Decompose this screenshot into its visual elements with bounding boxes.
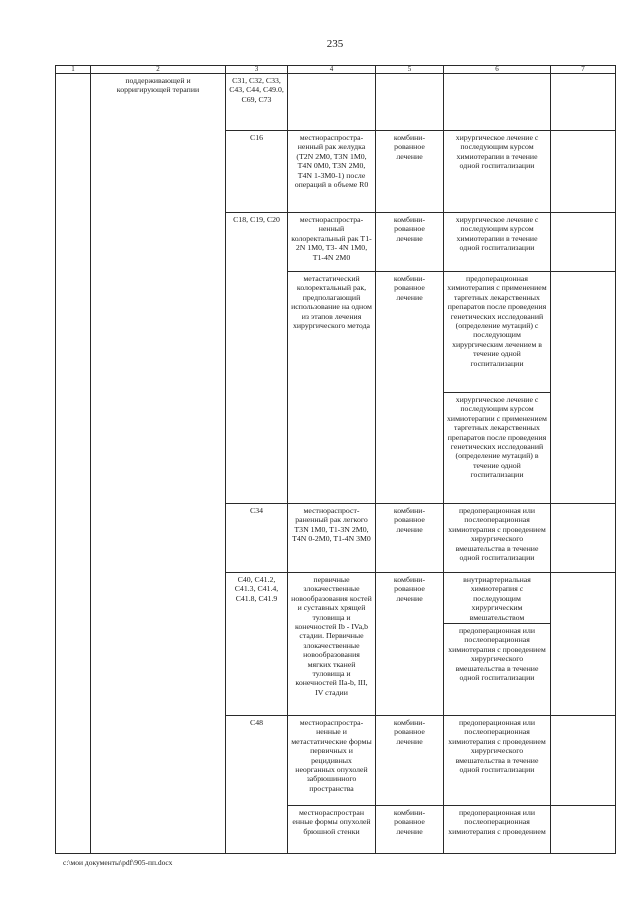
col7-cell (551, 131, 616, 213)
treatment-method-cell: хирургическое лечение с последующим курсом химиотерапии в течение одной госпитализации (444, 131, 551, 213)
treatment-method-cell: внутриартериальная химиотерапия с последующим хирургическим вмешательством (444, 573, 551, 624)
treatment-method-cell (444, 74, 551, 131)
group-number-cell (56, 74, 91, 854)
column-number-2: 2 (91, 66, 226, 74)
table-row (56, 74, 616, 131)
patient-model-cell: местнораспростра-ненный рак желудка (T2N 2M0, T3N 1M0, T4N 0M0, T3N 2M0, T4N 1-3M0-1) после операций в объеме R0 (288, 131, 376, 213)
treatment-method-cell: предоперационная химиотерапия с применением таргетных лекарственных препаратов после проведения генетических исследований (определение мутаций) с последующим хирургическим лечением в течение одной госпитализации (444, 272, 551, 393)
treatment-method-cell: хирургическое лечение с последующим курсом химиотерапии с применением таргетных лекарственных препаратов после проведения генетических исследований (определение мутаций) в течение одной госпитализации (444, 393, 551, 504)
column-number-7: 7 (551, 66, 616, 74)
patient-model-cell (288, 74, 376, 131)
patient-model-cell: местнораспрост-раненный рак легкого T3N 1M0, T1-3N 2M0, T4N 0-2M0, T1-4N 3M0 (288, 504, 376, 573)
col7-cell (551, 573, 616, 716)
column-number-row (56, 66, 616, 74)
treatment-type-cell: комбини-рованное лечение (376, 504, 444, 573)
treatment-method-cell: предоперационная или послеоперационная химиотерапия с проведением (444, 806, 551, 854)
treatment-type-cell: комбини-рованное лечение (376, 131, 444, 213)
col7-cell (551, 74, 616, 131)
diagnosis-codes-cell: C34 (226, 504, 288, 573)
col7-cell (551, 213, 616, 272)
treatment-type-cell: комбини-рованное лечение (376, 213, 444, 272)
treatment-type-cell: комбини-рованное лечение (376, 272, 444, 504)
treatment-method-cell: предоперационная или послеоперационная химиотерапия с проведением хирургического вмешательства в течение одной госпитализации (444, 624, 551, 716)
col7-cell (551, 504, 616, 573)
column-number-4: 4 (288, 66, 376, 74)
treatment-method-cell: хирургическое лечение с последующим курсом химиотерапии в течение одной госпитализации (444, 213, 551, 272)
treatment-method-cell: предоперационная или послеоперационная химиотерапия с проведением хирургического вмешательства в течение одной госпитализации (444, 504, 551, 573)
treatment-type-cell: комбини-рованное лечение (376, 573, 444, 716)
col7-cell (551, 716, 616, 806)
treatment-table (55, 65, 616, 854)
column-number-6: 6 (444, 66, 551, 74)
patient-model-cell: метастатический колоректальный рак, предполагающий использование на одном из этапов лечения хирургического метода (288, 272, 376, 504)
col7-cell (551, 806, 616, 854)
diagnosis-codes-cell: C40, C41.2, C41.3, C41.4, C41.8, C41.9 (226, 573, 288, 716)
diagnosis-codes-cell: C18, C19, C20 (226, 213, 288, 504)
treatment-type-cell (376, 74, 444, 131)
group-name-cell: поддерживающей и корригирующей терапии (91, 74, 226, 854)
column-number-3: 3 (226, 66, 288, 74)
column-number-5: 5 (376, 66, 444, 74)
diagnosis-codes-cell: C31, C32, C33, C43, C44, C49.0, C69, C73 (226, 74, 288, 131)
treatment-type-cell: комбини-рованное лечение (376, 716, 444, 806)
treatment-type-cell: комбини-рованное лечение (376, 806, 444, 854)
patient-model-cell: первичные злокачественные новообразования костей и суставных хрящей туловища и конечностей Ib - IVa,b стадии. Первичные злокачественные новообразования мягких тканей туловища и конечностей IIa-b, III, IV стадии (288, 573, 376, 716)
page-number: 235 (326, 38, 344, 50)
diagnosis-codes-cell: C48 (226, 716, 288, 854)
patient-model-cell: местнораспростра-ненные и метастатические формы первичных и рецидивных неорганных опухолей забрюшинного пространства (288, 716, 376, 806)
diagnosis-codes-cell: C16 (226, 131, 288, 213)
patient-model-cell: местнораспростран енные формы опухолей брюшной стенки (288, 806, 376, 854)
column-number-1: 1 (56, 66, 91, 74)
patient-model-cell: местнораспростра-ненный колоректальный рак T1-2N 1M0, T3- 4N 1M0, T1-4N 2M0 (288, 213, 376, 272)
footer-file-path: c:\мои документы\pdf\905-пп.docx (63, 858, 173, 867)
treatment-method-cell: предоперационная или послеоперационная химиотерапия с проведением хирургического вмешательства в течение одной госпитализации (444, 716, 551, 806)
col7-cell (551, 272, 616, 504)
